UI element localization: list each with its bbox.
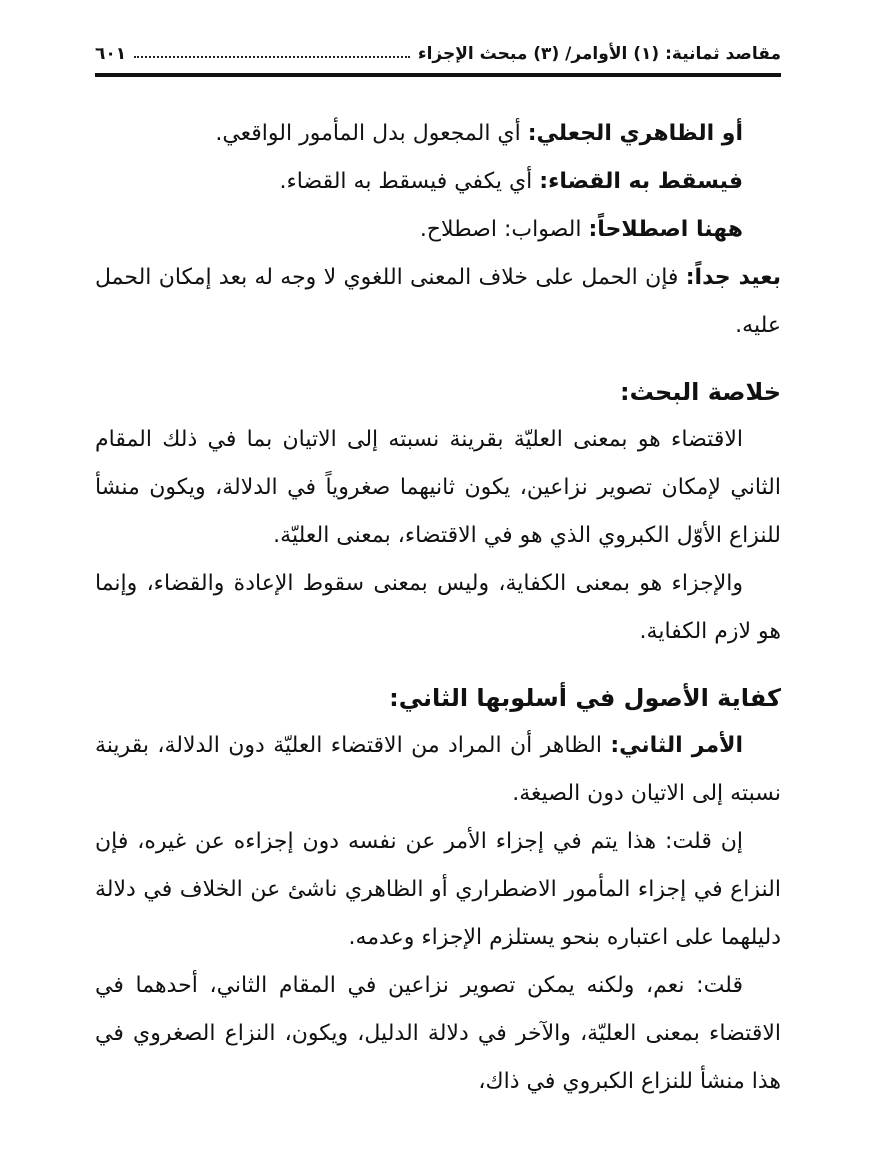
- summary-heading: خلاصة البحث:: [620, 378, 781, 406]
- note-term: فيسقط به القضاء:: [539, 169, 743, 194]
- kifaya-term: الأمر الثاني:: [610, 733, 744, 758]
- kifaya-heading: كفاية الأصول في أسلوبها الثاني:: [389, 684, 781, 712]
- note-text: أي المجعول بدل المأمور الواقعي.: [215, 121, 528, 146]
- header-rule: [95, 73, 781, 77]
- note-line: [95, 206, 781, 254]
- kifaya-paragraph: إن قلت: هذا يتم في إجزاء الأمر عن نفسه دون إجزاءه عن غيره، فإن النزاع في إجزاء المأمور الاضطراري أو الظاهري ناشئ عن الخلاف في دلالة دليلهما على اعتباره بنحو يستلزم الإجزاء وعدمه.: [95, 829, 781, 950]
- note-term: بعيد جداً:: [685, 265, 781, 290]
- note-text: أي يكفي فيسقط به القضاء.: [279, 169, 540, 194]
- note-term: ههنا اصطلاحاً:: [588, 217, 743, 242]
- note-line: [95, 158, 781, 206]
- spacer: [95, 656, 781, 674]
- header-dotted-leader: [134, 56, 410, 58]
- note-line: [95, 254, 781, 350]
- kifaya-paragraph: قلت: نعم، ولكنه يمكن تصوير نزاعين في المقام الثاني، أحدهما في الاقتضاء بمعنى العليّة، والآخر في دلالة الدليل، ويكون، النزاع الصغروي في هذا منشأ للنزاع الكبروي في ذاك،: [95, 973, 781, 1094]
- note-text: فإن الحمل على خلاف المعنى اللغوي لا وجه له بعد إمكان الحمل عليه.: [95, 265, 781, 338]
- note-line: [95, 110, 781, 158]
- summary-paragraph: الاقتضاء هو بمعنى العليّة بقرينة نسبته إلى الاتيان بما في ذلك المقام الثاني لإمكان تصوير نزاعين، يكون ثانيهما صغروياً في الدلالة، ويكون منشأ للنزاع الأوّل الكبروي الذي هو في الاقتضاء، بمعنى العليّة.: [95, 427, 781, 548]
- page-number: ٦٠١: [95, 44, 127, 64]
- summary-paragraph: والإجزاء هو بمعنى الكفاية، وليس بمعنى سقوط الإعادة والقضاء، وإنما هو لازم الكفاية.: [95, 571, 781, 644]
- note-text: الصواب: اصطلاح.: [419, 217, 589, 242]
- kifaya-text: الظاهر أن المراد من الاقتضاء العليّة دون الدلالة، بقرينة نسبته إلى الاتيان دون الصيغة.: [95, 733, 781, 806]
- header-title: مقاصد ثمانية: (١) الأوامر/ (٣) مبحث الإجزاء: [417, 44, 781, 64]
- kifaya-paragraph: [95, 722, 781, 818]
- page-content: [95, 110, 781, 1106]
- spacer: [95, 350, 781, 368]
- note-term: أو الظاهري الجعلي:: [527, 121, 743, 146]
- running-header: [95, 38, 781, 70]
